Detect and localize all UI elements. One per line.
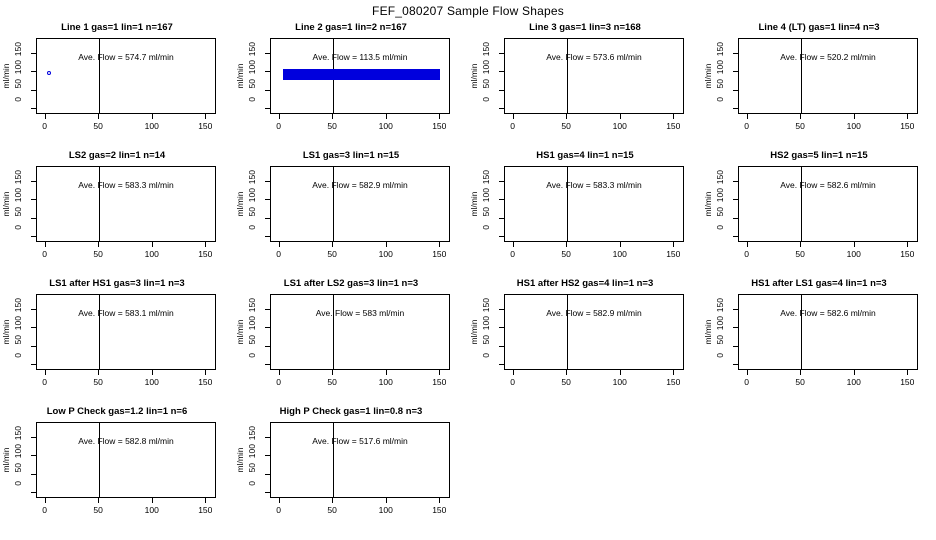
- plot-area: [504, 294, 684, 370]
- x-tick-label: 50: [561, 377, 571, 387]
- x-tick-label: 0: [510, 249, 515, 259]
- x-tick-label: 100: [612, 377, 627, 387]
- x-tick-mark: [279, 498, 280, 503]
- x-tick-label: 150: [198, 377, 213, 387]
- data-trace: [284, 73, 306, 75]
- x-tick-label: 100: [144, 505, 159, 515]
- panel-title: HS1 after HS2 gas=4 lin=1 n=3: [516, 278, 654, 289]
- reference-vline: [99, 167, 100, 241]
- y-axis-label: ml/min: [703, 63, 713, 89]
- y-tick-label: 150: [247, 41, 257, 57]
- x-tick-mark: [386, 498, 387, 503]
- x-tick-mark: [98, 242, 99, 247]
- ave-flow-annotation: Ave. Flow = 582.6 ml/min: [780, 308, 876, 318]
- panel-title: Line 3 gas=1 lin=3 n=168: [529, 22, 641, 33]
- plot-area: [36, 422, 216, 498]
- x-tick-label: 0: [744, 121, 749, 131]
- plot-area: [270, 422, 450, 498]
- plot-area: [738, 294, 918, 370]
- plot-area: [504, 166, 684, 242]
- y-axis-label: ml/min: [469, 319, 479, 345]
- panel-title: Line 4 (LT) gas=1 lin=4 n=3: [758, 22, 880, 33]
- y-tick-label: 50: [481, 78, 491, 89]
- panel-title: Low P Check gas=1.2 lin=1 n=6: [46, 406, 188, 417]
- x-tick-label: 150: [432, 377, 447, 387]
- panel-title: Line 2 gas=1 lin=2 n=167: [295, 22, 407, 33]
- y-tick-label: 50: [481, 334, 491, 345]
- reference-vline: [567, 295, 568, 369]
- x-tick-mark: [907, 242, 908, 247]
- y-tick-label: 100: [13, 60, 23, 75]
- panel-title: HS1 gas=4 lin=1 n=15: [536, 150, 634, 161]
- x-tick-mark: [98, 114, 99, 119]
- y-tick-label: 0: [13, 481, 23, 487]
- panel-title: Line 1 gas=1 lin=1 n=167: [61, 22, 173, 33]
- y-tick-label: 150: [715, 297, 725, 313]
- y-tick-label: 0: [481, 353, 491, 359]
- x-tick-mark: [513, 242, 514, 247]
- plot-area: [36, 38, 216, 114]
- x-tick-mark: [45, 498, 46, 503]
- reference-vline: [99, 295, 100, 369]
- x-tick-label: 0: [276, 121, 281, 131]
- x-tick-label: 0: [510, 121, 515, 131]
- x-tick-mark: [279, 242, 280, 247]
- x-tick-mark: [747, 370, 748, 375]
- y-axis-label: ml/min: [703, 191, 713, 217]
- x-tick-mark: [205, 242, 206, 247]
- x-tick-mark: [673, 114, 674, 119]
- y-tick-label: 50: [13, 206, 23, 217]
- ave-flow-annotation: Ave. Flow = 582.9 ml/min: [312, 180, 408, 190]
- panel-title: LS1 gas=3 lin=1 n=15: [302, 150, 400, 161]
- y-tick-label: 150: [247, 297, 257, 313]
- chart-panel: [234, 406, 468, 534]
- x-tick-mark: [907, 114, 908, 119]
- plot-area: [738, 38, 918, 114]
- x-tick-mark: [332, 498, 333, 503]
- x-tick-mark: [205, 498, 206, 503]
- x-tick-label: 50: [93, 505, 103, 515]
- x-tick-label: 0: [276, 249, 281, 259]
- y-tick-label: 50: [247, 78, 257, 89]
- x-tick-label: 100: [144, 377, 159, 387]
- x-tick-label: 150: [198, 121, 213, 131]
- y-tick-label: 0: [715, 225, 725, 231]
- chart-panel: [0, 406, 234, 534]
- x-tick-label: 150: [198, 505, 213, 515]
- ave-flow-annotation: Ave. Flow = 582.6 ml/min: [780, 180, 876, 190]
- y-axis-label: ml/min: [1, 63, 11, 89]
- y-tick-label: 150: [715, 41, 725, 57]
- y-tick-label: 100: [481, 316, 491, 331]
- x-tick-label: 100: [846, 121, 861, 131]
- x-tick-mark: [152, 370, 153, 375]
- x-tick-mark: [800, 242, 801, 247]
- x-tick-label: 100: [378, 121, 393, 131]
- y-tick-label: 150: [481, 169, 491, 185]
- reference-vline: [99, 39, 100, 113]
- x-tick-label: 50: [795, 121, 805, 131]
- y-axis-label: ml/min: [469, 63, 479, 89]
- x-tick-mark: [747, 114, 748, 119]
- x-tick-label: 100: [612, 121, 627, 131]
- y-tick-label: 150: [247, 425, 257, 441]
- y-tick-label: 100: [481, 60, 491, 75]
- y-tick-label: 150: [715, 169, 725, 185]
- x-tick-mark: [279, 370, 280, 375]
- y-tick-label: 100: [715, 60, 725, 75]
- chart-panel: [702, 150, 936, 278]
- panel-title: High P Check gas=1 lin=0.8 n=3: [279, 406, 423, 417]
- y-tick-label: 0: [481, 97, 491, 103]
- x-tick-label: 100: [144, 121, 159, 131]
- x-tick-mark: [439, 498, 440, 503]
- chart-panel: [468, 150, 702, 278]
- x-tick-mark: [854, 114, 855, 119]
- y-tick-label: 0: [247, 97, 257, 103]
- y-tick-label: 150: [481, 297, 491, 313]
- x-tick-mark: [332, 370, 333, 375]
- y-tick-label: 50: [13, 462, 23, 473]
- x-tick-label: 50: [327, 377, 337, 387]
- y-tick-label: 150: [13, 425, 23, 441]
- y-tick-label: 100: [247, 444, 257, 459]
- ave-flow-annotation: Ave. Flow = 582.9 ml/min: [546, 308, 642, 318]
- x-tick-mark: [45, 242, 46, 247]
- x-tick-label: 150: [666, 249, 681, 259]
- y-axis-label: ml/min: [235, 63, 245, 89]
- ave-flow-annotation: Ave. Flow = 574.7 ml/min: [78, 52, 174, 62]
- x-tick-mark: [566, 114, 567, 119]
- x-tick-label: 100: [378, 377, 393, 387]
- x-tick-label: 0: [276, 377, 281, 387]
- x-tick-mark: [566, 242, 567, 247]
- panel-title: HS1 after LS1 gas=4 lin=1 n=3: [751, 278, 887, 289]
- y-tick-label: 50: [715, 78, 725, 89]
- x-tick-mark: [620, 114, 621, 119]
- x-tick-label: 50: [795, 377, 805, 387]
- x-tick-label: 100: [144, 249, 159, 259]
- x-tick-label: 50: [561, 249, 571, 259]
- y-axis-label: ml/min: [469, 191, 479, 217]
- plot-area: [270, 38, 450, 114]
- x-tick-mark: [205, 370, 206, 375]
- ave-flow-annotation: Ave. Flow = 517.6 ml/min: [312, 436, 408, 446]
- data-point: [47, 71, 51, 75]
- x-tick-mark: [620, 370, 621, 375]
- y-axis-label: ml/min: [235, 191, 245, 217]
- x-tick-label: 150: [666, 377, 681, 387]
- x-tick-mark: [800, 370, 801, 375]
- chart-panel: [702, 22, 936, 150]
- y-tick-label: 50: [13, 78, 23, 89]
- x-tick-mark: [152, 242, 153, 247]
- x-tick-mark: [854, 370, 855, 375]
- y-tick-label: 100: [715, 188, 725, 203]
- panel-title: LS1 after LS2 gas=3 lin=1 n=3: [283, 278, 419, 289]
- x-tick-mark: [439, 114, 440, 119]
- y-tick-label: 50: [247, 334, 257, 345]
- y-tick-label: 100: [481, 188, 491, 203]
- y-axis-label: ml/min: [703, 319, 713, 345]
- figure-title: FEF_080207 Sample Flow Shapes: [372, 4, 564, 18]
- y-tick-label: 0: [715, 97, 725, 103]
- x-tick-label: 150: [432, 249, 447, 259]
- x-tick-mark: [673, 242, 674, 247]
- x-tick-label: 150: [666, 121, 681, 131]
- reference-vline: [333, 423, 334, 497]
- x-tick-label: 0: [744, 377, 749, 387]
- x-tick-mark: [800, 114, 801, 119]
- chart-panel: [234, 278, 468, 406]
- y-axis-label: ml/min: [235, 447, 245, 473]
- x-tick-label: 150: [900, 121, 915, 131]
- y-tick-label: 100: [247, 188, 257, 203]
- x-tick-label: 0: [510, 377, 515, 387]
- x-tick-mark: [98, 498, 99, 503]
- ave-flow-annotation: Ave. Flow = 583.3 ml/min: [546, 180, 642, 190]
- y-tick-label: 100: [247, 60, 257, 75]
- chart-panel: [0, 22, 234, 150]
- chart-panel: [702, 278, 936, 406]
- ave-flow-annotation: Ave. Flow = 583.3 ml/min: [78, 180, 174, 190]
- y-tick-label: 50: [715, 334, 725, 345]
- y-tick-label: 100: [247, 316, 257, 331]
- x-tick-mark: [205, 114, 206, 119]
- x-tick-label: 0: [42, 249, 47, 259]
- y-tick-label: 150: [13, 169, 23, 185]
- y-tick-label: 150: [481, 41, 491, 57]
- plot-area: [738, 166, 918, 242]
- plot-area: [36, 166, 216, 242]
- x-tick-label: 100: [846, 377, 861, 387]
- y-tick-label: 50: [481, 206, 491, 217]
- y-tick-label: 50: [715, 206, 725, 217]
- panel-title: LS1 after HS1 gas=3 lin=1 n=3: [49, 278, 185, 289]
- x-tick-mark: [747, 242, 748, 247]
- ave-flow-annotation: Ave. Flow = 573.6 ml/min: [546, 52, 642, 62]
- y-tick-label: 0: [13, 353, 23, 359]
- x-tick-label: 0: [42, 121, 47, 131]
- ave-flow-annotation: Ave. Flow = 583 ml/min: [315, 308, 405, 318]
- y-tick-label: 0: [247, 481, 257, 487]
- x-tick-mark: [45, 370, 46, 375]
- x-tick-label: 50: [93, 377, 103, 387]
- x-tick-label: 50: [327, 249, 337, 259]
- reference-vline: [99, 423, 100, 497]
- y-tick-label: 100: [13, 444, 23, 459]
- chart-panel: [234, 22, 468, 150]
- y-axis-label: ml/min: [1, 447, 11, 473]
- x-tick-label: 100: [378, 249, 393, 259]
- x-tick-label: 0: [276, 505, 281, 515]
- x-tick-mark: [439, 370, 440, 375]
- x-tick-mark: [332, 242, 333, 247]
- plot-area: [270, 166, 450, 242]
- x-tick-label: 150: [198, 249, 213, 259]
- x-tick-label: 150: [432, 505, 447, 515]
- x-tick-mark: [673, 370, 674, 375]
- x-tick-mark: [620, 242, 621, 247]
- x-tick-label: 50: [561, 121, 571, 131]
- chart-panel: [468, 278, 702, 406]
- chart-panel: [0, 278, 234, 406]
- x-tick-mark: [513, 370, 514, 375]
- x-tick-mark: [152, 114, 153, 119]
- ave-flow-annotation: Ave. Flow = 582.8 ml/min: [78, 436, 174, 446]
- y-tick-label: 0: [13, 97, 23, 103]
- y-tick-label: 0: [481, 225, 491, 231]
- x-tick-label: 100: [846, 249, 861, 259]
- x-tick-mark: [386, 370, 387, 375]
- x-tick-label: 50: [327, 121, 337, 131]
- data-band: [283, 69, 441, 80]
- x-tick-label: 100: [378, 505, 393, 515]
- x-tick-mark: [513, 114, 514, 119]
- y-axis-label: ml/min: [235, 319, 245, 345]
- y-tick-label: 50: [247, 462, 257, 473]
- y-axis-label: ml/min: [1, 191, 11, 217]
- x-tick-mark: [45, 114, 46, 119]
- x-tick-mark: [98, 370, 99, 375]
- y-tick-label: 0: [247, 353, 257, 359]
- x-tick-label: 0: [42, 505, 47, 515]
- reference-vline: [333, 295, 334, 369]
- y-tick-label: 0: [715, 353, 725, 359]
- y-tick-label: 100: [13, 188, 23, 203]
- panel-title: LS2 gas=2 lin=1 n=14: [68, 150, 166, 161]
- x-tick-label: 50: [327, 505, 337, 515]
- reference-vline: [801, 295, 802, 369]
- y-tick-label: 50: [247, 206, 257, 217]
- y-tick-label: 150: [13, 41, 23, 57]
- x-tick-mark: [386, 242, 387, 247]
- y-tick-label: 0: [247, 225, 257, 231]
- x-tick-mark: [854, 242, 855, 247]
- x-tick-label: 50: [795, 249, 805, 259]
- x-tick-label: 100: [612, 249, 627, 259]
- chart-panel: [468, 22, 702, 150]
- x-tick-label: 150: [900, 377, 915, 387]
- reference-vline: [333, 167, 334, 241]
- chart-panel: [234, 150, 468, 278]
- reference-vline: [801, 39, 802, 113]
- x-tick-label: 50: [93, 121, 103, 131]
- x-tick-label: 150: [432, 121, 447, 131]
- x-tick-mark: [386, 114, 387, 119]
- x-tick-label: 50: [93, 249, 103, 259]
- chart-panel: [0, 150, 234, 278]
- y-tick-label: 150: [247, 169, 257, 185]
- ave-flow-annotation: Ave. Flow = 583.1 ml/min: [78, 308, 174, 318]
- x-tick-label: 0: [744, 249, 749, 259]
- x-tick-mark: [152, 498, 153, 503]
- x-tick-label: 150: [900, 249, 915, 259]
- x-tick-mark: [907, 370, 908, 375]
- x-tick-mark: [279, 114, 280, 119]
- x-tick-mark: [439, 242, 440, 247]
- y-axis-label: ml/min: [1, 319, 11, 345]
- plot-area: [504, 38, 684, 114]
- plot-area: [270, 294, 450, 370]
- x-tick-label: 0: [42, 377, 47, 387]
- reference-vline: [801, 167, 802, 241]
- y-tick-label: 100: [13, 316, 23, 331]
- ave-flow-annotation: Ave. Flow = 520.2 ml/min: [780, 52, 876, 62]
- reference-vline: [567, 39, 568, 113]
- y-tick-label: 0: [13, 225, 23, 231]
- y-tick-label: 150: [13, 297, 23, 313]
- y-tick-label: 100: [715, 316, 725, 331]
- x-tick-mark: [332, 114, 333, 119]
- plot-area: [36, 294, 216, 370]
- y-tick-label: 50: [13, 334, 23, 345]
- reference-vline: [567, 167, 568, 241]
- ave-flow-annotation: Ave. Flow = 113.5 ml/min: [312, 52, 408, 62]
- x-tick-mark: [566, 370, 567, 375]
- panel-title: HS2 gas=5 lin=1 n=15: [770, 150, 868, 161]
